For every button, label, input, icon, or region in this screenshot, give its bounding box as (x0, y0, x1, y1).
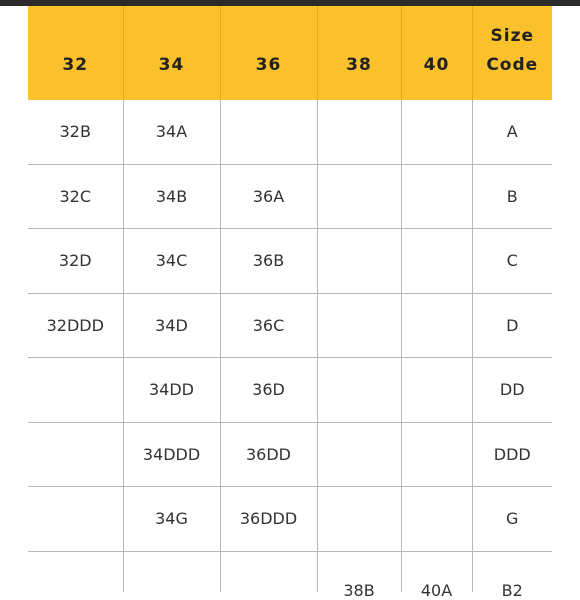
table-row (28, 422, 552, 487)
table-cell: 36C (220, 293, 317, 358)
table-cell: 36A (220, 164, 317, 229)
header-label: 32 (62, 55, 89, 75)
table-row (28, 551, 552, 592)
table-cell: 32B (28, 100, 123, 164)
header-label: 36 (255, 55, 282, 75)
table-cell (401, 551, 472, 600)
table-cell (317, 551, 401, 600)
table-cell (220, 100, 317, 164)
header-cell (472, 6, 552, 100)
table-cell: 32C (28, 164, 123, 229)
table-cell (28, 422, 123, 487)
table-cell (401, 229, 472, 294)
table-cell (317, 422, 401, 487)
table-cell (401, 358, 472, 423)
header-cell (401, 6, 472, 100)
table-row (28, 229, 552, 294)
table-cell: 34DD (123, 358, 220, 423)
table-cell: 36DD (220, 422, 317, 487)
table-cell (401, 293, 472, 358)
table-row (28, 293, 552, 358)
table-cell (317, 100, 401, 164)
table-cell (220, 551, 317, 592)
table-cell: D (472, 293, 552, 358)
table-cell: A (472, 100, 552, 164)
table-cell: 32DDD (28, 293, 123, 358)
table-cell (123, 551, 220, 592)
table-cell: DD (472, 358, 552, 423)
header-label: Size Code (486, 26, 539, 75)
cell-text: B2 (501, 580, 523, 600)
table-cell (472, 551, 552, 600)
size-chart (28, 6, 552, 600)
table-cell: 32D (28, 229, 123, 294)
header-cell (28, 6, 123, 100)
header-label: 40 (423, 55, 450, 75)
table-cell (317, 293, 401, 358)
header-cell (220, 6, 317, 100)
table-cell: 34DDD (123, 422, 220, 487)
table-cell (317, 358, 401, 423)
table-cell (401, 487, 472, 552)
table-cell: 36D (220, 358, 317, 423)
header-cell (317, 6, 401, 100)
table-cell: 34C (123, 229, 220, 294)
table-cell: C (472, 229, 552, 294)
header-label: 38 (346, 55, 372, 75)
table-cell: 36DDD (220, 487, 317, 552)
table-cell: 34B (123, 164, 220, 229)
cell-text: 40A (420, 580, 453, 600)
cell-text: 38B (343, 580, 375, 600)
table-row (28, 358, 552, 423)
table-cell: 34A (123, 100, 220, 164)
table-cell (28, 358, 123, 423)
table-row (28, 487, 552, 552)
header-row (28, 6, 552, 100)
table-cell: B (472, 164, 552, 229)
table-cell: 34D (123, 293, 220, 358)
table-cell: DDD (472, 422, 552, 487)
header-cell (123, 6, 220, 100)
table-cell (401, 164, 472, 229)
table-cell (317, 229, 401, 294)
table-row (28, 164, 552, 229)
table-cell (28, 551, 123, 592)
header-label: 34 (158, 55, 185, 75)
table-row (28, 100, 552, 164)
table-cell (401, 422, 472, 487)
table-cell (401, 100, 472, 164)
table-cell (28, 487, 123, 552)
table-cell (317, 487, 401, 552)
size-table (28, 6, 552, 600)
table-cell: G (472, 487, 552, 552)
table-cell: 34G (123, 487, 220, 552)
table-cell (317, 164, 401, 229)
table-cell: 36B (220, 229, 317, 294)
